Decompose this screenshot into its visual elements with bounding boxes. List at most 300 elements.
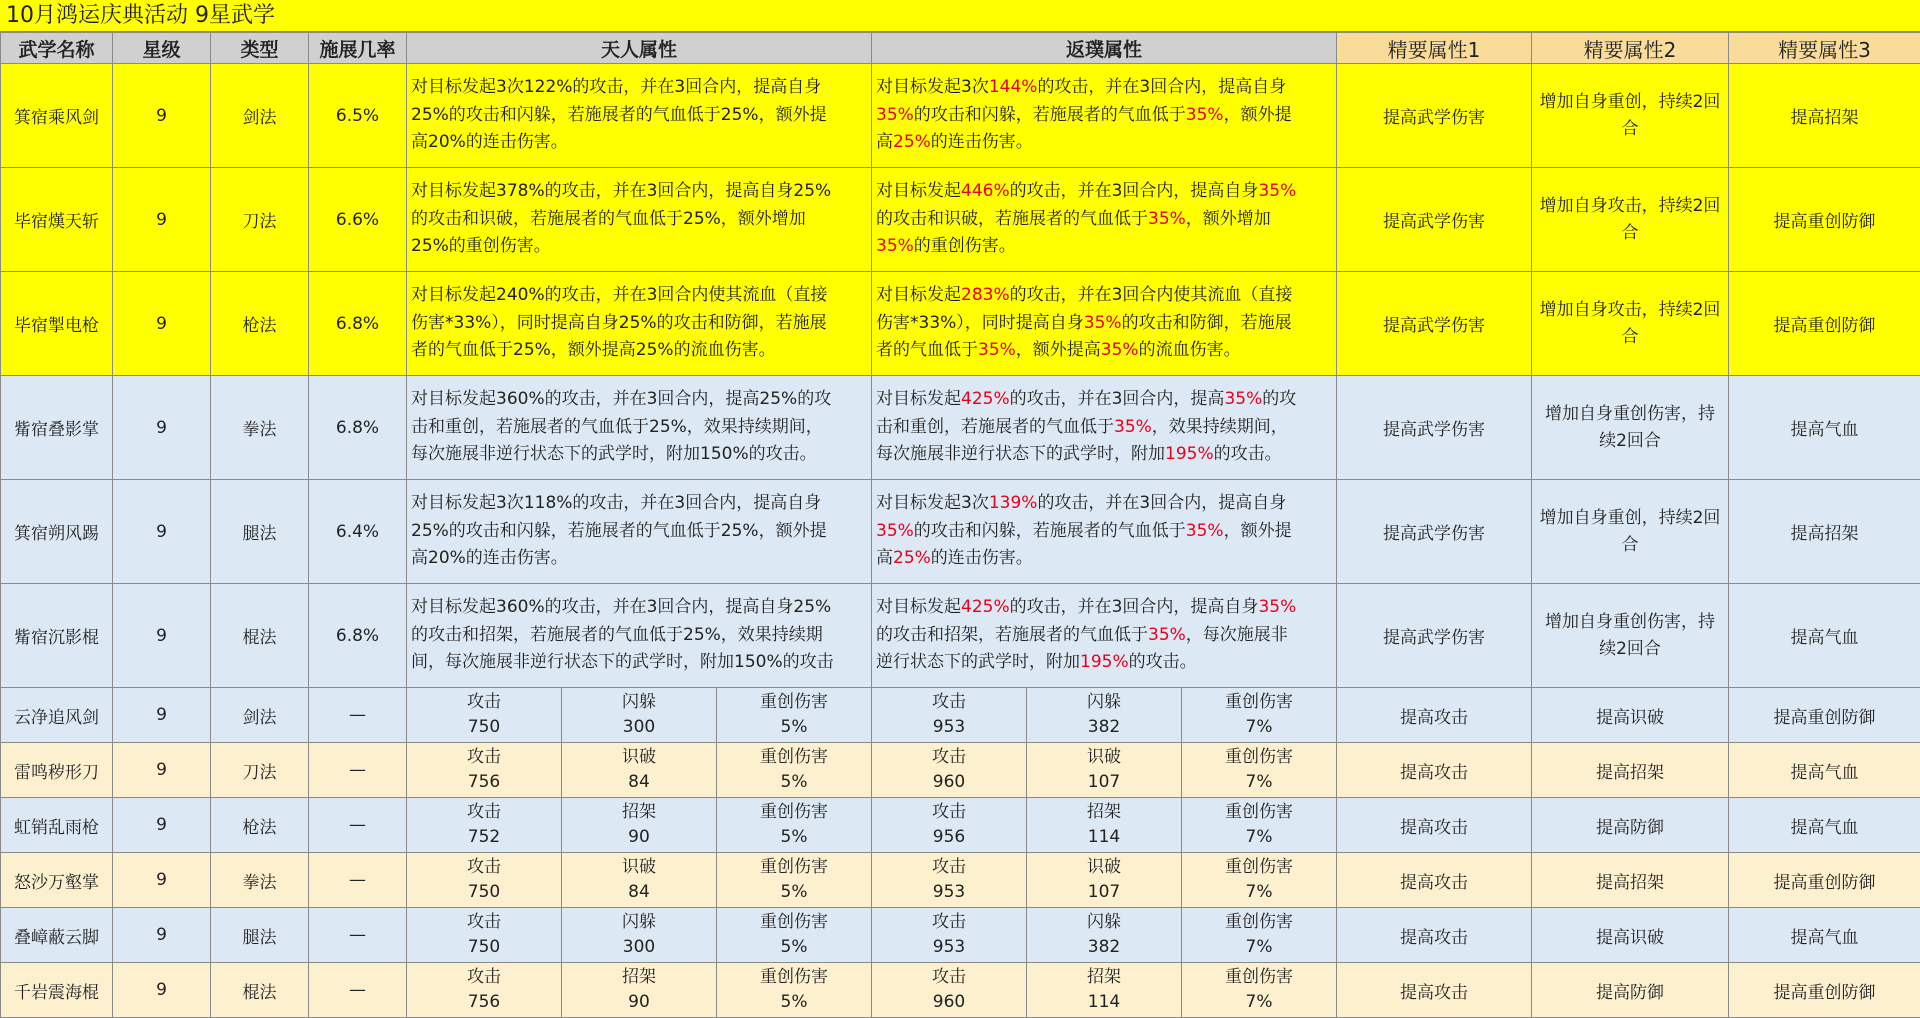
core-attr-2: 提高识破 [1532, 908, 1729, 963]
description-text: 对目标发起3次 [876, 77, 989, 97]
stat-value: 5% [717, 880, 871, 905]
tianren-stat [562, 743, 717, 798]
stat-label: 识破 [1027, 855, 1181, 880]
fanpu-stat [872, 688, 1027, 743]
tianren-description [407, 168, 872, 272]
header-tianren: 天人属性 [407, 33, 872, 64]
description-line: 25%的重创伤害。 [411, 233, 867, 261]
star-level: 9 [113, 963, 211, 1018]
description-text: 的攻击。 [1214, 444, 1282, 464]
description-line [876, 206, 1332, 234]
tianren-stat [407, 908, 562, 963]
header-star: 星级 [113, 33, 211, 64]
fanpu-description [872, 168, 1337, 272]
stat-value: 107 [1027, 770, 1181, 795]
stat-label: 识破 [562, 745, 716, 770]
highlighted-value: 195% [1080, 652, 1129, 672]
star-level: 9 [113, 64, 211, 168]
fanpu-stat [1182, 688, 1337, 743]
highlighted-value: 425% [961, 597, 1010, 617]
tianren-stat [717, 963, 872, 1018]
skill-type: 棍法 [211, 963, 309, 1018]
trigger-rate: 6.8% [309, 584, 407, 688]
skill-name: 觜宿沉影棍 [1, 584, 113, 688]
star-level: 9 [113, 798, 211, 853]
stat-label: 攻击 [872, 745, 1026, 770]
skill-type: 腿法 [211, 480, 309, 584]
description-line [876, 594, 1332, 622]
tianren-description [407, 584, 872, 688]
stat-value: 5% [717, 825, 871, 850]
stat-value: 5% [717, 715, 871, 740]
stat-label: 重创伤害 [717, 745, 871, 770]
description-line: 击和重创，若施展者的气血低于25%，效果持续期间， [411, 414, 867, 442]
description-text: 的攻 [1262, 389, 1296, 409]
header-rate: 施展几率 [309, 33, 407, 64]
stat-label: 攻击 [872, 855, 1026, 880]
fanpu-stat [1027, 798, 1182, 853]
description-line [876, 129, 1332, 157]
star-level: 9 [113, 908, 211, 963]
skill-type: 拳法 [211, 853, 309, 908]
description-text: 的攻击和识破，若施展者的气血低于 [876, 209, 1148, 229]
stat-value: 5% [717, 770, 871, 795]
tianren-stat [717, 688, 872, 743]
skill-type: 剑法 [211, 688, 309, 743]
core-attr-1: 提高攻击 [1337, 743, 1532, 798]
stat-label: 识破 [562, 855, 716, 880]
description-line [876, 545, 1332, 573]
description-text: 对目标发起 [876, 285, 961, 305]
core-attr-1: 提高武学伤害 [1337, 480, 1532, 584]
table-row [1, 853, 1920, 908]
highlighted-value: 35% [1186, 105, 1224, 125]
stat-label: 重创伤害 [1182, 910, 1336, 935]
fanpu-stat [1027, 908, 1182, 963]
description-text: 的攻击和闪躲，若施展者的气血低于 [914, 521, 1186, 541]
skill-type: 棍法 [211, 584, 309, 688]
tianren-stat [717, 798, 872, 853]
description-text: 的连击伤害。 [931, 548, 1033, 568]
core-attr-1: 提高攻击 [1337, 853, 1532, 908]
description-text: 者的气血低于 [876, 340, 978, 360]
description-line [876, 178, 1332, 206]
skill-name: 怒沙万壑掌 [1, 853, 113, 908]
core-attr-3: 提高重创防御 [1729, 272, 1920, 376]
highlighted-value: 283% [961, 285, 1010, 305]
fanpu-description [872, 376, 1337, 480]
stat-value: 750 [407, 715, 561, 740]
highlighted-value: 35% [876, 236, 914, 256]
highlighted-value: 446% [961, 181, 1010, 201]
core-attr-1: 提高攻击 [1337, 688, 1532, 743]
stat-value: 953 [872, 880, 1026, 905]
fanpu-stat [1182, 853, 1337, 908]
tianren-stat [717, 908, 872, 963]
fanpu-stat [1182, 908, 1337, 963]
tianren-stat [562, 853, 717, 908]
table-row [1, 963, 1920, 1018]
fanpu-stat [872, 743, 1027, 798]
description-line [876, 414, 1332, 442]
description-line: 对目标发起360%的攻击，并在3回合内，提高自身25% [411, 594, 867, 622]
description-text: ，效果持续期间， [1152, 417, 1288, 437]
tianren-stat [407, 963, 562, 1018]
star-level: 9 [113, 853, 211, 908]
tianren-stat [407, 798, 562, 853]
skill-name: 云净追风剑 [1, 688, 113, 743]
fanpu-description [872, 584, 1337, 688]
description-line: 25%的攻击和闪躲，若施展者的气血低于25%，额外提 [411, 518, 867, 546]
fanpu-description [872, 64, 1337, 168]
stat-label: 攻击 [407, 745, 561, 770]
description-line [876, 441, 1332, 469]
fanpu-stat [872, 963, 1027, 1018]
description-line [876, 282, 1332, 310]
description-line: 间，每次施展非逆行状态下的武学时，附加150%的攻击 [411, 649, 867, 677]
stat-label: 重创伤害 [717, 690, 871, 715]
fanpu-description [872, 480, 1337, 584]
description-line: 的攻击和招架，若施展者的气血低于25%，效果持续期 [411, 622, 867, 650]
description-line: 伤害*33%），同时提高自身25%的攻击和防御，若施展 [411, 310, 867, 338]
skills-table [0, 32, 1920, 1018]
description-text: 的重创伤害。 [914, 236, 1016, 256]
skill-name: 箕宿乘风剑 [1, 64, 113, 168]
skill-name: 觜宿叠影掌 [1, 376, 113, 480]
description-line [876, 337, 1332, 365]
skill-name: 毕宿掣电枪 [1, 272, 113, 376]
fanpu-stat [1027, 743, 1182, 798]
fanpu-stat [872, 853, 1027, 908]
stat-value: 7% [1182, 935, 1336, 960]
core-attr-2: 提高防御 [1532, 963, 1729, 1018]
stat-label: 闪躲 [1027, 910, 1181, 935]
tianren-stat [562, 798, 717, 853]
stat-label: 招架 [1027, 800, 1181, 825]
highlighted-value: 139% [989, 493, 1038, 513]
stat-label: 识破 [1027, 745, 1181, 770]
tianren-description [407, 64, 872, 168]
stat-value: 114 [1027, 825, 1181, 850]
description-line [876, 233, 1332, 261]
stat-value: 956 [872, 825, 1026, 850]
core-attr-2: 提高招架 [1532, 853, 1729, 908]
description-text: ，额外增加 [1186, 209, 1271, 229]
description-text: 的攻击，并在3回合内，提高自身 [1037, 493, 1286, 513]
tianren-stat [562, 688, 717, 743]
table-row [1, 272, 1920, 376]
stat-label: 攻击 [872, 690, 1026, 715]
stat-value: 7% [1182, 770, 1336, 795]
skill-type: 剑法 [211, 64, 309, 168]
trigger-rate: 6.8% [309, 272, 407, 376]
description-text: 每次施展非逆行状态下的武学时，附加 [876, 444, 1165, 464]
highlighted-value: 425% [961, 389, 1010, 409]
highlighted-value: 35% [978, 340, 1016, 360]
fanpu-stat [872, 798, 1027, 853]
highlighted-value: 25% [893, 132, 931, 152]
trigger-rate: 6.8% [309, 376, 407, 480]
description-line [876, 310, 1332, 338]
header-fanpu: 返璞属性 [872, 33, 1337, 64]
stat-label: 闪躲 [1027, 690, 1181, 715]
description-text: 逆行状态下的武学时，附加 [876, 652, 1080, 672]
stat-value: 382 [1027, 715, 1181, 740]
core-attr-1: 提高武学伤害 [1337, 584, 1532, 688]
tianren-description [407, 480, 872, 584]
star-level: 9 [113, 168, 211, 272]
description-text: 高 [876, 548, 893, 568]
stat-value: 960 [872, 990, 1026, 1015]
highlighted-value: 144% [989, 77, 1038, 97]
stat-value: 953 [872, 715, 1026, 740]
description-line [876, 102, 1332, 130]
core-attr-2: 增加自身攻击，持续2回合 [1532, 272, 1729, 376]
tianren-description [407, 272, 872, 376]
highlighted-value: 35% [1101, 340, 1139, 360]
description-line [876, 649, 1332, 677]
description-text: ，额外提高 [1016, 340, 1101, 360]
stat-label: 重创伤害 [1182, 690, 1336, 715]
description-line: 每次施展非逆行状态下的武学时，附加150%的攻击。 [411, 441, 867, 469]
stat-value: 382 [1027, 935, 1181, 960]
highlighted-value: 35% [1258, 597, 1296, 617]
stat-value: 756 [407, 770, 561, 795]
skill-type: 拳法 [211, 376, 309, 480]
star-level: 9 [113, 584, 211, 688]
tianren-stat [562, 908, 717, 963]
core-attr-3: 提高招架 [1729, 64, 1920, 168]
fanpu-stat [1182, 798, 1337, 853]
description-line: 对目标发起360%的攻击，并在3回合内，提高25%的攻 [411, 386, 867, 414]
highlighted-value: 35% [876, 521, 914, 541]
description-text: 的攻击。 [1129, 652, 1197, 672]
core-attr-1: 提高武学伤害 [1337, 168, 1532, 272]
core-attr-1: 提高武学伤害 [1337, 64, 1532, 168]
stat-value: 752 [407, 825, 561, 850]
stat-value: 300 [562, 935, 716, 960]
description-line: 的攻击和识破，若施展者的气血低于25%，额外增加 [411, 206, 867, 234]
trigger-rate: — [309, 798, 407, 853]
fanpu-stat [1182, 963, 1337, 1018]
skill-type: 刀法 [211, 743, 309, 798]
sheet-title: 10月鸿运庆典活动 9星武学 [0, 0, 1920, 32]
description-text: 对目标发起 [876, 389, 961, 409]
stat-value: 750 [407, 935, 561, 960]
tianren-stat [407, 853, 562, 908]
highlighted-value: 35% [1114, 417, 1152, 437]
stat-label: 重创伤害 [1182, 855, 1336, 880]
description-text: 的连击伤害。 [931, 132, 1033, 152]
stat-label: 重创伤害 [717, 965, 871, 990]
core-attr-2: 增加自身重创，持续2回合 [1532, 64, 1729, 168]
header-attr3: 精要属性3 [1729, 33, 1920, 64]
description-text: 击和重创，若施展者的气血低于 [876, 417, 1114, 437]
fanpu-stat [872, 908, 1027, 963]
stat-label: 招架 [562, 965, 716, 990]
stat-value: 750 [407, 880, 561, 905]
stat-label: 重创伤害 [1182, 745, 1336, 770]
description-line: 对目标发起378%的攻击，并在3回合内，提高自身25% [411, 178, 867, 206]
trigger-rate: — [309, 963, 407, 1018]
skill-name: 毕宿熯天斩 [1, 168, 113, 272]
stat-label: 攻击 [872, 910, 1026, 935]
description-text: 对目标发起 [876, 181, 961, 201]
stat-value: 7% [1182, 715, 1336, 740]
highlighted-value: 35% [876, 105, 914, 125]
description-line [876, 74, 1332, 102]
core-attr-3: 提高气血 [1729, 798, 1920, 853]
stat-value: 756 [407, 990, 561, 1015]
header-name: 武学名称 [1, 33, 113, 64]
stat-label: 攻击 [872, 965, 1026, 990]
stat-value: 7% [1182, 990, 1336, 1015]
core-attr-3: 提高招架 [1729, 480, 1920, 584]
fanpu-stat [1027, 963, 1182, 1018]
star-level: 9 [113, 480, 211, 584]
table-row [1, 743, 1920, 798]
star-level: 9 [113, 272, 211, 376]
star-level: 9 [113, 688, 211, 743]
description-line [876, 622, 1332, 650]
highlighted-value: 25% [893, 548, 931, 568]
table-row [1, 798, 1920, 853]
description-line: 对目标发起3次122%的攻击，并在3回合内，提高自身 [411, 74, 867, 102]
trigger-rate: 6.4% [309, 480, 407, 584]
stat-value: 5% [717, 990, 871, 1015]
core-attr-2: 增加自身重创伤害，持续2回合 [1532, 584, 1729, 688]
stat-label: 重创伤害 [717, 855, 871, 880]
skill-type: 枪法 [211, 798, 309, 853]
description-line: 高20%的连击伤害。 [411, 545, 867, 573]
table-row [1, 908, 1920, 963]
description-text: 的攻击和闪躲，若施展者的气血低于 [914, 105, 1186, 125]
skill-type: 刀法 [211, 168, 309, 272]
description-line: 高20%的连击伤害。 [411, 129, 867, 157]
tianren-stat [717, 743, 872, 798]
core-attr-1: 提高攻击 [1337, 908, 1532, 963]
highlighted-value: 195% [1165, 444, 1214, 464]
header-type: 类型 [211, 33, 309, 64]
trigger-rate: — [309, 688, 407, 743]
stat-label: 重创伤害 [1182, 800, 1336, 825]
skill-name: 雷鸣秽形刀 [1, 743, 113, 798]
core-attr-1: 提高攻击 [1337, 963, 1532, 1018]
tianren-stat [407, 688, 562, 743]
highlighted-value: 35% [1224, 389, 1262, 409]
description-text: 对目标发起3次 [876, 493, 989, 513]
description-text: 的攻击，并在3回合内，提高 [1010, 389, 1225, 409]
header-attr2: 精要属性2 [1532, 33, 1729, 64]
star-level: 9 [113, 743, 211, 798]
stat-label: 重创伤害 [717, 910, 871, 935]
description-line [876, 518, 1332, 546]
stat-value: 5% [717, 935, 871, 960]
core-attr-2: 增加自身重创，持续2回合 [1532, 480, 1729, 584]
tianren-stat [562, 963, 717, 1018]
skill-type: 腿法 [211, 908, 309, 963]
description-text: 对目标发起 [876, 597, 961, 617]
stat-label: 招架 [562, 800, 716, 825]
skill-type: 枪法 [211, 272, 309, 376]
stat-value: 90 [562, 990, 716, 1015]
description-line: 25%的攻击和闪躲，若施展者的气血低于25%，额外提 [411, 102, 867, 130]
tianren-stat [717, 853, 872, 908]
description-text: 的流血伤害。 [1139, 340, 1241, 360]
description-text: ，额外提 [1224, 521, 1292, 541]
stat-label: 重创伤害 [1182, 965, 1336, 990]
stat-value: 953 [872, 935, 1026, 960]
description-text: 的攻击和招架，若施展者的气血低于 [876, 625, 1148, 645]
description-line [876, 386, 1332, 414]
table-row [1, 64, 1920, 168]
highlighted-value: 35% [1258, 181, 1296, 201]
table-row [1, 688, 1920, 743]
skill-name: 叠嶂蔽云脚 [1, 908, 113, 963]
core-attr-3: 提高气血 [1729, 584, 1920, 688]
core-attr-1: 提高攻击 [1337, 798, 1532, 853]
stat-value: 7% [1182, 880, 1336, 905]
description-line: 者的气血低于25%，额外提高25%的流血伤害。 [411, 337, 867, 365]
trigger-rate: 6.5% [309, 64, 407, 168]
core-attr-3: 提高重创防御 [1729, 168, 1920, 272]
highlighted-value: 35% [1186, 521, 1224, 541]
core-attr-1: 提高武学伤害 [1337, 272, 1532, 376]
stat-value: 107 [1027, 880, 1181, 905]
description-line [876, 490, 1332, 518]
stat-value: 7% [1182, 825, 1336, 850]
core-attr-2: 提高识破 [1532, 688, 1729, 743]
description-text: 的攻击，并在3回合内，提高自身 [1010, 181, 1259, 201]
description-text: 的攻击，并在3回合内，提高自身 [1037, 77, 1286, 97]
stat-label: 攻击 [407, 910, 561, 935]
header-attr1: 精要属性1 [1337, 33, 1532, 64]
description-line: 对目标发起240%的攻击，并在3回合内使其流血（直接 [411, 282, 867, 310]
highlighted-value: 35% [1084, 313, 1122, 333]
fanpu-stat [1182, 743, 1337, 798]
description-text: ，每次施展非 [1186, 625, 1288, 645]
trigger-rate: — [309, 908, 407, 963]
description-text: 的攻击和防御，若施展 [1122, 313, 1292, 333]
highlighted-value: 35% [1148, 209, 1186, 229]
fanpu-stat [1027, 853, 1182, 908]
fanpu-stat [1027, 688, 1182, 743]
description-line: 对目标发起3次118%的攻击，并在3回合内，提高自身 [411, 490, 867, 518]
core-attr-3: 提高重创防御 [1729, 963, 1920, 1018]
core-attr-3: 提高气血 [1729, 743, 1920, 798]
stat-label: 闪躲 [562, 910, 716, 935]
skill-name: 箕宿朔风踢 [1, 480, 113, 584]
stat-value: 300 [562, 715, 716, 740]
stat-value: 90 [562, 825, 716, 850]
core-attr-3: 提高气血 [1729, 908, 1920, 963]
stat-value: 114 [1027, 990, 1181, 1015]
stat-value: 84 [562, 880, 716, 905]
description-text: 伤害*33%），同时提高自身 [876, 313, 1084, 333]
skill-name: 虹销乱雨枪 [1, 798, 113, 853]
tianren-description [407, 376, 872, 480]
stat-label: 闪躲 [562, 690, 716, 715]
header-row [1, 33, 1920, 64]
table-row [1, 584, 1920, 688]
table-row [1, 168, 1920, 272]
trigger-rate: — [309, 743, 407, 798]
core-attr-2: 提高招架 [1532, 743, 1729, 798]
fanpu-description [872, 272, 1337, 376]
core-attr-1: 提高武学伤害 [1337, 376, 1532, 480]
trigger-rate: 6.6% [309, 168, 407, 272]
stat-label: 招架 [1027, 965, 1181, 990]
